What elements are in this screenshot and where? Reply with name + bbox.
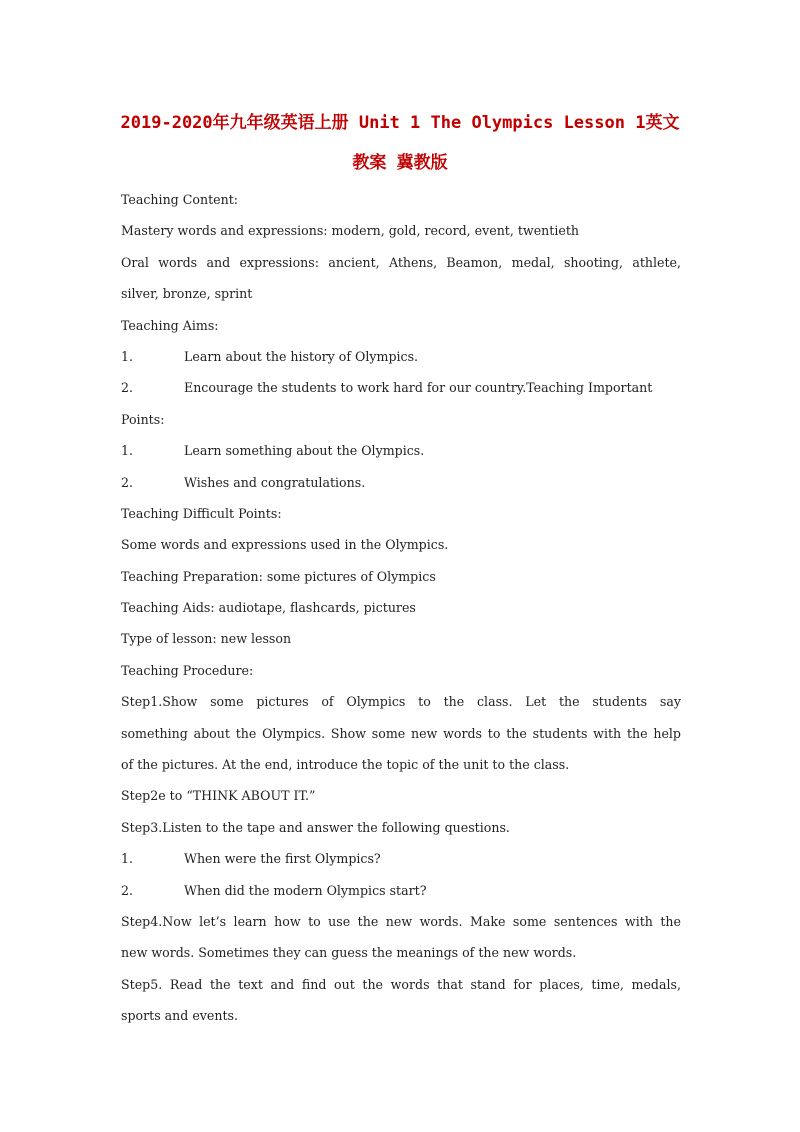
aim-item-2 [121,372,681,403]
step-2-line: Step2e to “THINK ABOUT IT.” [121,788,316,804]
aim-item-1 [121,341,681,372]
question-item-2 [121,875,681,906]
step-4-line-1: Step4.Now let’s learn how to use the new words. Make some sentences with the [121,913,681,929]
document-title [100,103,700,183]
aim-2-number: 2. [121,380,134,396]
step-4-line-2: new words. Sometimes they can guess the meanings of the new words. [121,945,577,961]
step-3-line: Step3.Listen to the tape and answer the following questions. [121,819,510,835]
title-line-2: 教案 冀教版 [352,153,448,173]
oral-words-line-2: silver, bronze, sprint [121,286,253,302]
question-1-number: 1. [121,851,134,867]
point-2-number: 2. [121,474,134,490]
title-line-1: 2019-2020年九年级英语上册 Unit 1 The Olympics Lesson 1英文 [120,113,680,133]
step-5-line-1: Step5. Read the text and find out the words that stand for places, time, medals, [121,976,681,992]
oral-words-line-1: Oral words and expressions: ancient, Athens, Beamon, medal, shooting, athlete, [121,254,681,270]
difficult-points-heading: Teaching Difficult Points: [121,505,282,521]
lesson-type: Type of lesson: new lesson [121,631,292,647]
teaching-procedure-heading: Teaching Procedure: [121,662,254,678]
teaching-aims-heading: Teaching Aims: [121,317,219,333]
important-points-label: Points: [121,411,165,427]
teaching-preparation: Teaching Preparation: some pictures of Olympics [121,568,436,584]
step-1-line-1: Step1.Show some pictures of Olympics to the class. Let the students say [121,694,681,710]
document-body [121,184,681,1032]
teaching-content-heading: Teaching Content: [121,192,239,207]
point-item-1 [121,435,681,466]
difficult-points-text: Some words and expressions used in the Olympics. [121,537,449,553]
question-2-text: When did the modern Olympics start? [184,882,427,898]
question-1-text: When were the first Olympics? [184,851,381,867]
question-2-number: 2. [121,882,134,898]
point-1-number: 1. [121,443,134,459]
point-2-text: Wishes and congratulations. [184,474,366,490]
aim-2-text: Encourage the students to work hard for our country.Teaching Important [184,380,653,396]
teaching-aids: Teaching Aids: audiotape, flashcards, pictures [121,600,416,616]
aim-1-number: 1. [121,348,134,364]
point-item-2 [121,467,681,498]
step-5-line-2: sports and events. [121,1008,238,1024]
point-1-text: Learn something about the Olympics. [184,443,425,459]
mastery-words-line: Mastery words and expressions: modern, gold, record, event, twentieth [121,223,579,239]
question-item-1 [121,843,681,874]
step-1-line-2: something about the Olympics. Show some new words to the students with the help [121,725,681,741]
step-1-line-3: of the pictures. At the end, introduce the topic of the unit to the class. [121,757,570,773]
aim-1-text: Learn about the history of Olympics. [184,348,419,364]
